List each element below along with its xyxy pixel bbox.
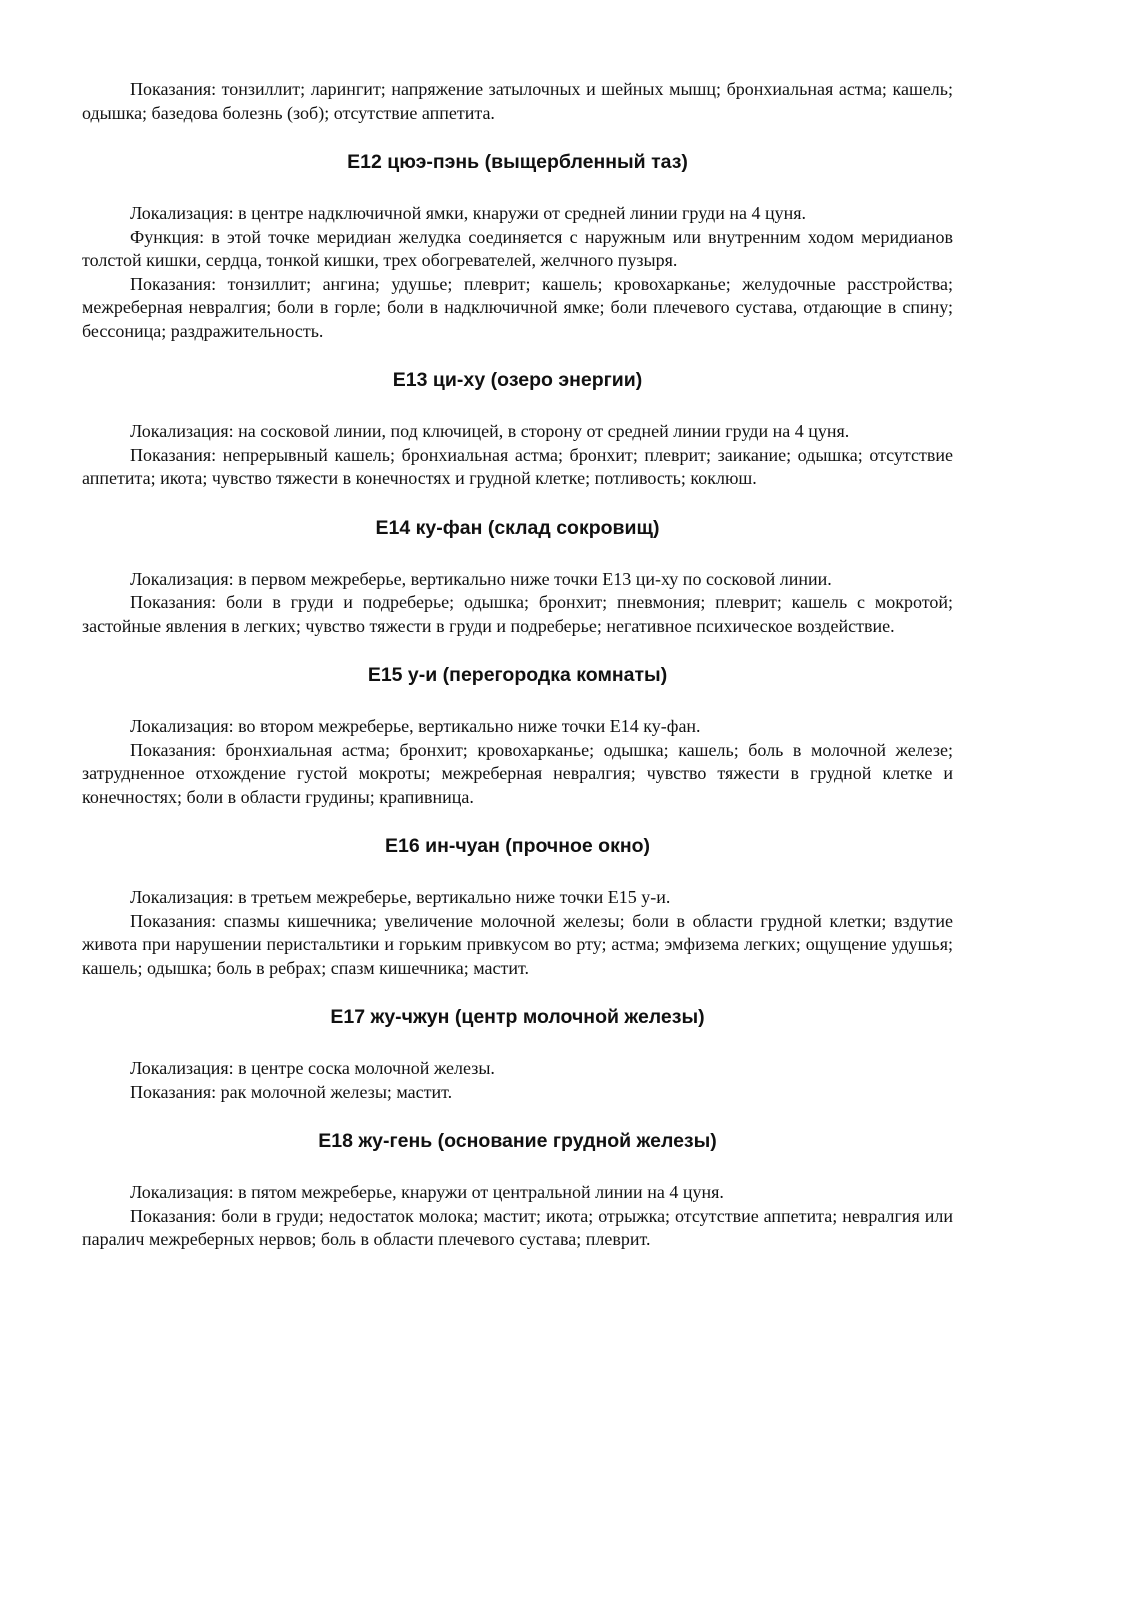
indications-paragraph: Показания: боли в груди и подреберье; одышка; бронхит; пневмония; плеврит; кашель с мокротой; застойные явления в легких; чувство тяжести в груди и подреберье; негативное психическое воздействие. bbox=[82, 592, 953, 636]
function-paragraph: Функция: в этой точке меридиан желудка соединяется с наружным или внутренним ходом меридианов толстой кишки, сердца, тонкой кишки, трех обогревателей, желчного пузыря. bbox=[82, 226, 953, 270]
localization-paragraph: Локализация: в центре надключичной ямки, кнаружи от средней линии груди на 4 цуня. bbox=[130, 203, 807, 223]
indications-paragraph: Показания: спазмы кишечника; увеличение молочной железы; боли в области грудной клетки; вздутие живота при нарушении перистальтики и горьким привкусом во рту; астма; эмфизема легких; ощущение удушья; кашель; одышка; боль в ребрах; спазм кишечника; мастит. bbox=[82, 910, 953, 978]
localization-paragraph: Локализация: в первом межреберье, вертикально ниже точки Е13 ци-ху по сосковой линии. bbox=[130, 568, 832, 589]
section-e14 bbox=[82, 516, 953, 639]
document-page bbox=[82, 78, 953, 1252]
section-title: Е18 жу-гень (основание грудной железы) bbox=[318, 1130, 717, 1152]
indications-paragraph: Показания: непрерывный кашель; бронхиальная астма; бронхит; плеврит; заикание; одышка; отсутствие аппетита; икота; чувство тяжести в конечностях и грудной клетке; потливость; коклюш. bbox=[82, 444, 953, 488]
intro-paragraph: Показания: тонзиллит; ларингит; напряжение затылочных и шейных мышц; бронхиальная астма; кашель; одышка; базедова болезнь (зоб); отсутствие аппетита. bbox=[82, 79, 953, 123]
section-e13 bbox=[82, 368, 953, 491]
localization-paragraph: Локализация: в пятом межреберье, кнаружи от центральной линии на 4 цуня. bbox=[130, 1182, 724, 1202]
localization-paragraph: Локализация: в третьем межреберье, вертикально ниже точки Е15 у-и. bbox=[130, 887, 671, 907]
section-title: Е15 у-и (перегородка комнаты) bbox=[367, 664, 668, 686]
indications-paragraph: Показания: боли в груди; недостаток молока; мастит; икота; отрыжка; отсутствие аппетита; невралгия или паралич межреберных нервов; боль в области плечевого сустава; плеврит. bbox=[82, 1205, 953, 1249]
section-title: Е14 ку-фан (склад сокровищ) bbox=[375, 516, 660, 539]
section-title: Е13 ци-ху (озеро энергии) bbox=[392, 369, 643, 391]
section-e17 bbox=[82, 1005, 953, 1104]
indications-paragraph: Показания: тонзиллит; ангина; удушье; плеврит; кашель; кровохарканье; желудочные расстройства; межреберная невралгия; боли в горле; боли в надключичной ямке; боли плечевого сустава, отдающие в спину; бессоница; раздражительность. bbox=[82, 273, 953, 341]
section-e15 bbox=[82, 663, 953, 809]
section-title: Е12 цюэ-пэнь (выщербленный таз) bbox=[347, 151, 688, 173]
section-e12 bbox=[82, 150, 953, 343]
localization-paragraph: Локализация: во втором межреберье, вертикально ниже точки Е14 ку-фан. bbox=[130, 716, 701, 736]
section-title: Е16 ин-чуан (прочное окно) bbox=[384, 835, 651, 857]
localization-paragraph: Локализация: в центре соска молочной железы. bbox=[130, 1058, 495, 1078]
section-e16 bbox=[82, 834, 953, 980]
indications-paragraph: Показания: бронхиальная астма; бронхит; кровохарканье; одышка; кашель; боль в молочной железе; затрудненное отхождение густой мокроты; межреберная невралгия; чувство тяжести в грудной клетке и конечностях; боли в области грудины; крапивница. bbox=[82, 739, 953, 807]
indications-paragraph: Показания: рак молочной железы; мастит. bbox=[130, 1081, 453, 1102]
localization-paragraph: Локализация: на сосковой линии, под ключицей, в сторону от средней линии груди на 4 цуня. bbox=[130, 421, 850, 441]
section-title: Е17 жу-чжун (центр молочной железы) bbox=[330, 1006, 705, 1028]
section-e18 bbox=[82, 1129, 953, 1252]
